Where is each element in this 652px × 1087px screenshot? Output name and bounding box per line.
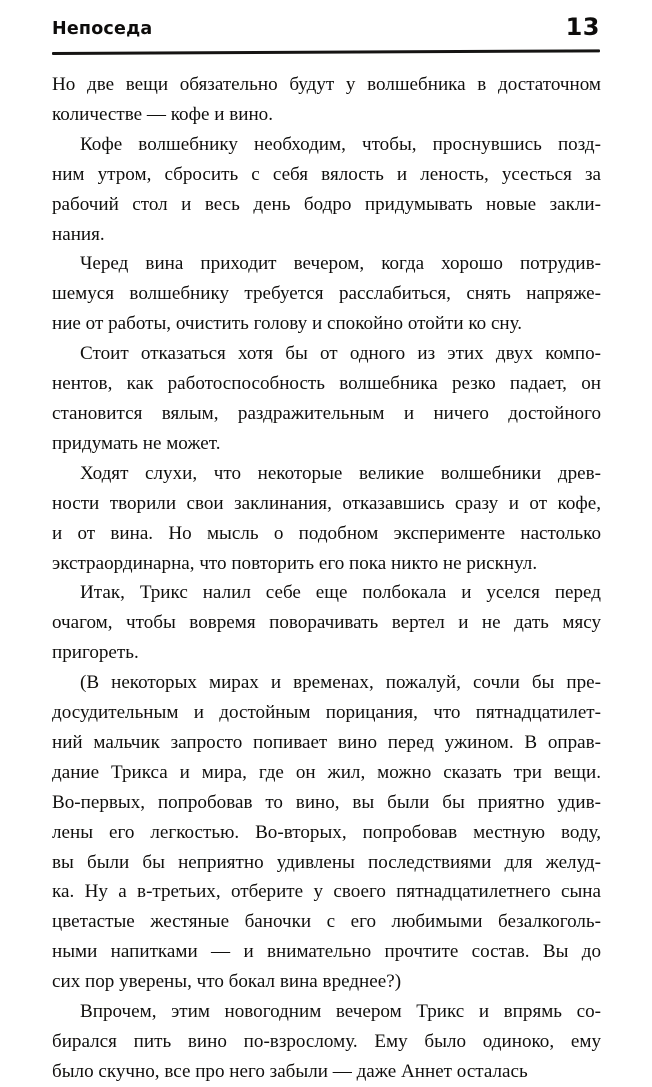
text-line: нентов, как работоспособность волшебника резко падает, он bbox=[52, 373, 601, 395]
text-line: ности творили свои заклинания, отказавшись сразу и от кофе, bbox=[52, 492, 601, 514]
text-line: Но две вещи обязательно будут у волшебника в достаточном bbox=[52, 74, 601, 95]
text-line: Впрочем, этим новогодним вечером Трикс и впрямь со- bbox=[80, 1001, 601, 1023]
text-line: рабочий стол и весь день бодро придумывать новые закли- bbox=[52, 193, 601, 215]
text-line: придумать не может. bbox=[52, 432, 221, 454]
text-line: Стоит отказаться хотя бы от одного из этих двух компо- bbox=[80, 343, 601, 365]
text-line: ним утром, сбросить с себя вялость и леность, усесться за bbox=[52, 163, 601, 185]
text-line: было скучно, все про него забыли — даже Аннет осталась bbox=[52, 1060, 528, 1082]
text-line: сих пор уверены, что бокал вина вреднее?) bbox=[52, 971, 402, 993]
header-rule bbox=[52, 49, 600, 55]
paragraph bbox=[52, 339, 601, 459]
text-line: Итак, Трикс налил себе еще полбокала и уселся перед bbox=[80, 582, 601, 604]
page-number: 13 bbox=[565, 13, 600, 41]
text-line: ка. Ну а в-третьих, отберите у своего пятнадцатилетнего сына bbox=[52, 881, 601, 903]
text-line: шемуся волшебнику требуется расслабиться, снять напряже- bbox=[52, 283, 601, 305]
text-line: становится вялым, раздражительным и ничего достойного bbox=[52, 402, 601, 424]
text-line: Черед вина приходит вечером, когда хорошо потрудив- bbox=[80, 253, 601, 275]
text-line: бирался пить вино по-взрослому. Ему было одиноко, ему bbox=[52, 1031, 601, 1052]
paragraph bbox=[52, 578, 601, 668]
text-line: (В некоторых мирах и временах, пожалуй, сочли бы пре- bbox=[80, 672, 601, 694]
text-line: количестве — кофе и вино. bbox=[52, 103, 273, 125]
text-line: ние от работы, очистить голову и спокойно отойти ко сну. bbox=[52, 313, 523, 335]
text-line: пригореть. bbox=[52, 642, 139, 664]
text-line: очагом, чтобы вовремя поворачивать вертел и не дать мясу bbox=[52, 612, 601, 634]
paragraph bbox=[52, 668, 601, 997]
text-line: ными напитками — и внимательно прочтите состав. Вы до bbox=[52, 941, 601, 963]
text-line: нания. bbox=[52, 223, 105, 245]
text-line: ний мальчик запросто попивает вино перед ужином. В оправ- bbox=[52, 731, 601, 753]
text-line: лены его легкостью. Во-вторых, попробовав местную воду, bbox=[52, 821, 601, 843]
text-line: дание Трикса и мира, где он жил, можно сказать три вещи. bbox=[52, 761, 601, 783]
paragraph bbox=[52, 70, 601, 130]
running-head-title: Непоседа bbox=[52, 19, 153, 39]
text-line: экстраординарна, что повторить его пока никто не рискнул. bbox=[52, 552, 538, 574]
text-line: Во-первых, попробовав то вино, вы были бы приятно удив- bbox=[52, 791, 601, 813]
paragraph bbox=[52, 459, 601, 579]
paragraph bbox=[52, 249, 601, 339]
paragraph bbox=[52, 130, 601, 250]
text-line: досудительным и достойным порицания, что пятнадцатилет- bbox=[52, 702, 601, 724]
text-line: цветастые жестяные баночки с его любимыми безалкоголь- bbox=[52, 911, 601, 933]
body-text bbox=[52, 70, 601, 1087]
text-line: вы были бы неприятно удивлены последствиями для желуд- bbox=[52, 851, 601, 873]
text-line: Кофе волшебнику необходим, чтобы, проснувшись позд- bbox=[80, 133, 601, 155]
running-head bbox=[52, 13, 600, 49]
text-line: и от вина. Но мысль о подобном эксперименте настолько bbox=[52, 522, 601, 544]
paragraph bbox=[52, 997, 601, 1087]
text-line: Ходят слухи, что некоторые великие волшебники древ- bbox=[80, 462, 601, 484]
